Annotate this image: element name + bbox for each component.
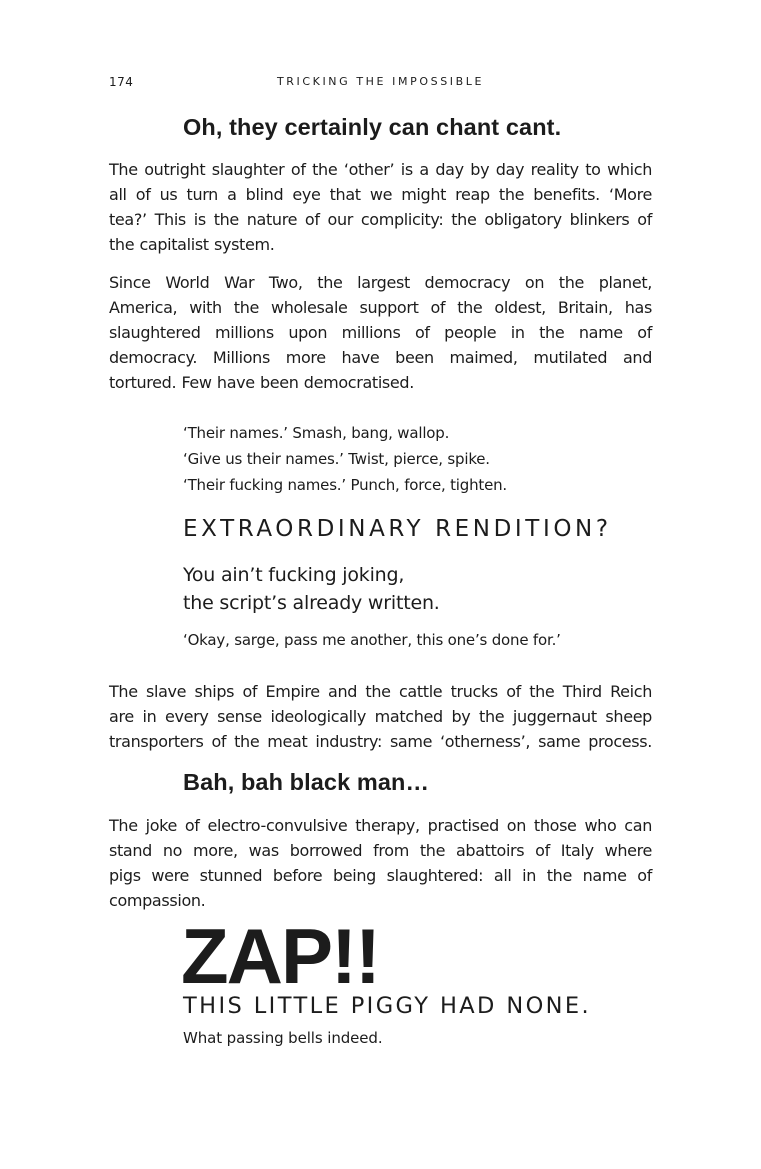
medium-line: the script’s already written. (183, 592, 440, 614)
heading-chant-cant: Oh, they certainly can chant cant. (183, 114, 562, 140)
paragraph-line: America, with the wholesale support of the oldest, Britain, has (109, 298, 652, 317)
piggy-line: THIS LITTLE PIGGY HAD NONE. (183, 993, 592, 1019)
paragraph-line: the capitalist system. (109, 235, 275, 254)
heading-bah-bah: Bah, bah black man… (183, 769, 430, 795)
paragraph-slave-ships (109, 679, 652, 754)
medium-line: You ain’t fucking joking, (183, 564, 405, 586)
paragraph-line: stand no more, was borrowed from the abattoirs of Italy where (109, 841, 652, 860)
paragraph-line: transporters of the meat industry: same ‘otherness’, same process. (109, 732, 652, 751)
heading-extraordinary-rendition: EXTRAORDINARY RENDITION? (183, 516, 612, 542)
closing-line: What passing bells indeed. (183, 1029, 383, 1047)
paragraph-slaughter (109, 157, 652, 257)
paragraph-line: tortured. Few have been democratised. (109, 373, 414, 392)
page-number: 174 (109, 75, 134, 89)
page-header (109, 75, 652, 93)
zap-display: ZAP!! (181, 912, 379, 1000)
quote-line: ‘Give us their names.’ Twist, pierce, spike. (183, 450, 490, 468)
paragraph-line: The joke of electro-convulsive therapy, practised on those who can (109, 816, 652, 835)
medium-lines-block (183, 561, 440, 617)
paragraph-line: compassion. (109, 891, 206, 910)
quote-line: ‘Their fucking names.’ Punch, force, tighten. (183, 476, 507, 494)
paragraph-line: The outright slaughter of the ‘other’ is a day by day reality to which (109, 160, 652, 179)
paragraph-democracy (109, 270, 652, 395)
paragraph-line: democracy. Millions more have been maimed, mutilated and (109, 348, 652, 367)
paragraph-line: pigs were stunned before being slaughtered: all in the name of (109, 866, 652, 885)
paragraph-line: tea?’ This is the nature of our complicity: the obligatory blinkers of (109, 210, 652, 229)
paragraph-line: are in every sense ideologically matched by the juggernaut sheep (109, 707, 652, 726)
running-title: TRICKING THE IMPOSSIBLE (276, 75, 485, 88)
paragraph-line: slaughtered millions upon millions of people in the name of (109, 323, 652, 342)
paragraph-line: all of us turn a blind eye that we might reap the benefits. ‘More (109, 185, 652, 204)
quote-block (183, 420, 507, 498)
quote-line: ‘Their names.’ Smash, bang, wallop. (183, 424, 450, 442)
paragraph-line: Since World War Two, the largest democracy on the planet, (109, 273, 652, 292)
paragraph-line: The slave ships of Empire and the cattle trucks of the Third Reich (109, 682, 652, 701)
paragraph-electro-convulsive (109, 813, 652, 913)
sarge-line: ‘Okay, sarge, pass me another, this one’s done for.’ (183, 631, 561, 649)
